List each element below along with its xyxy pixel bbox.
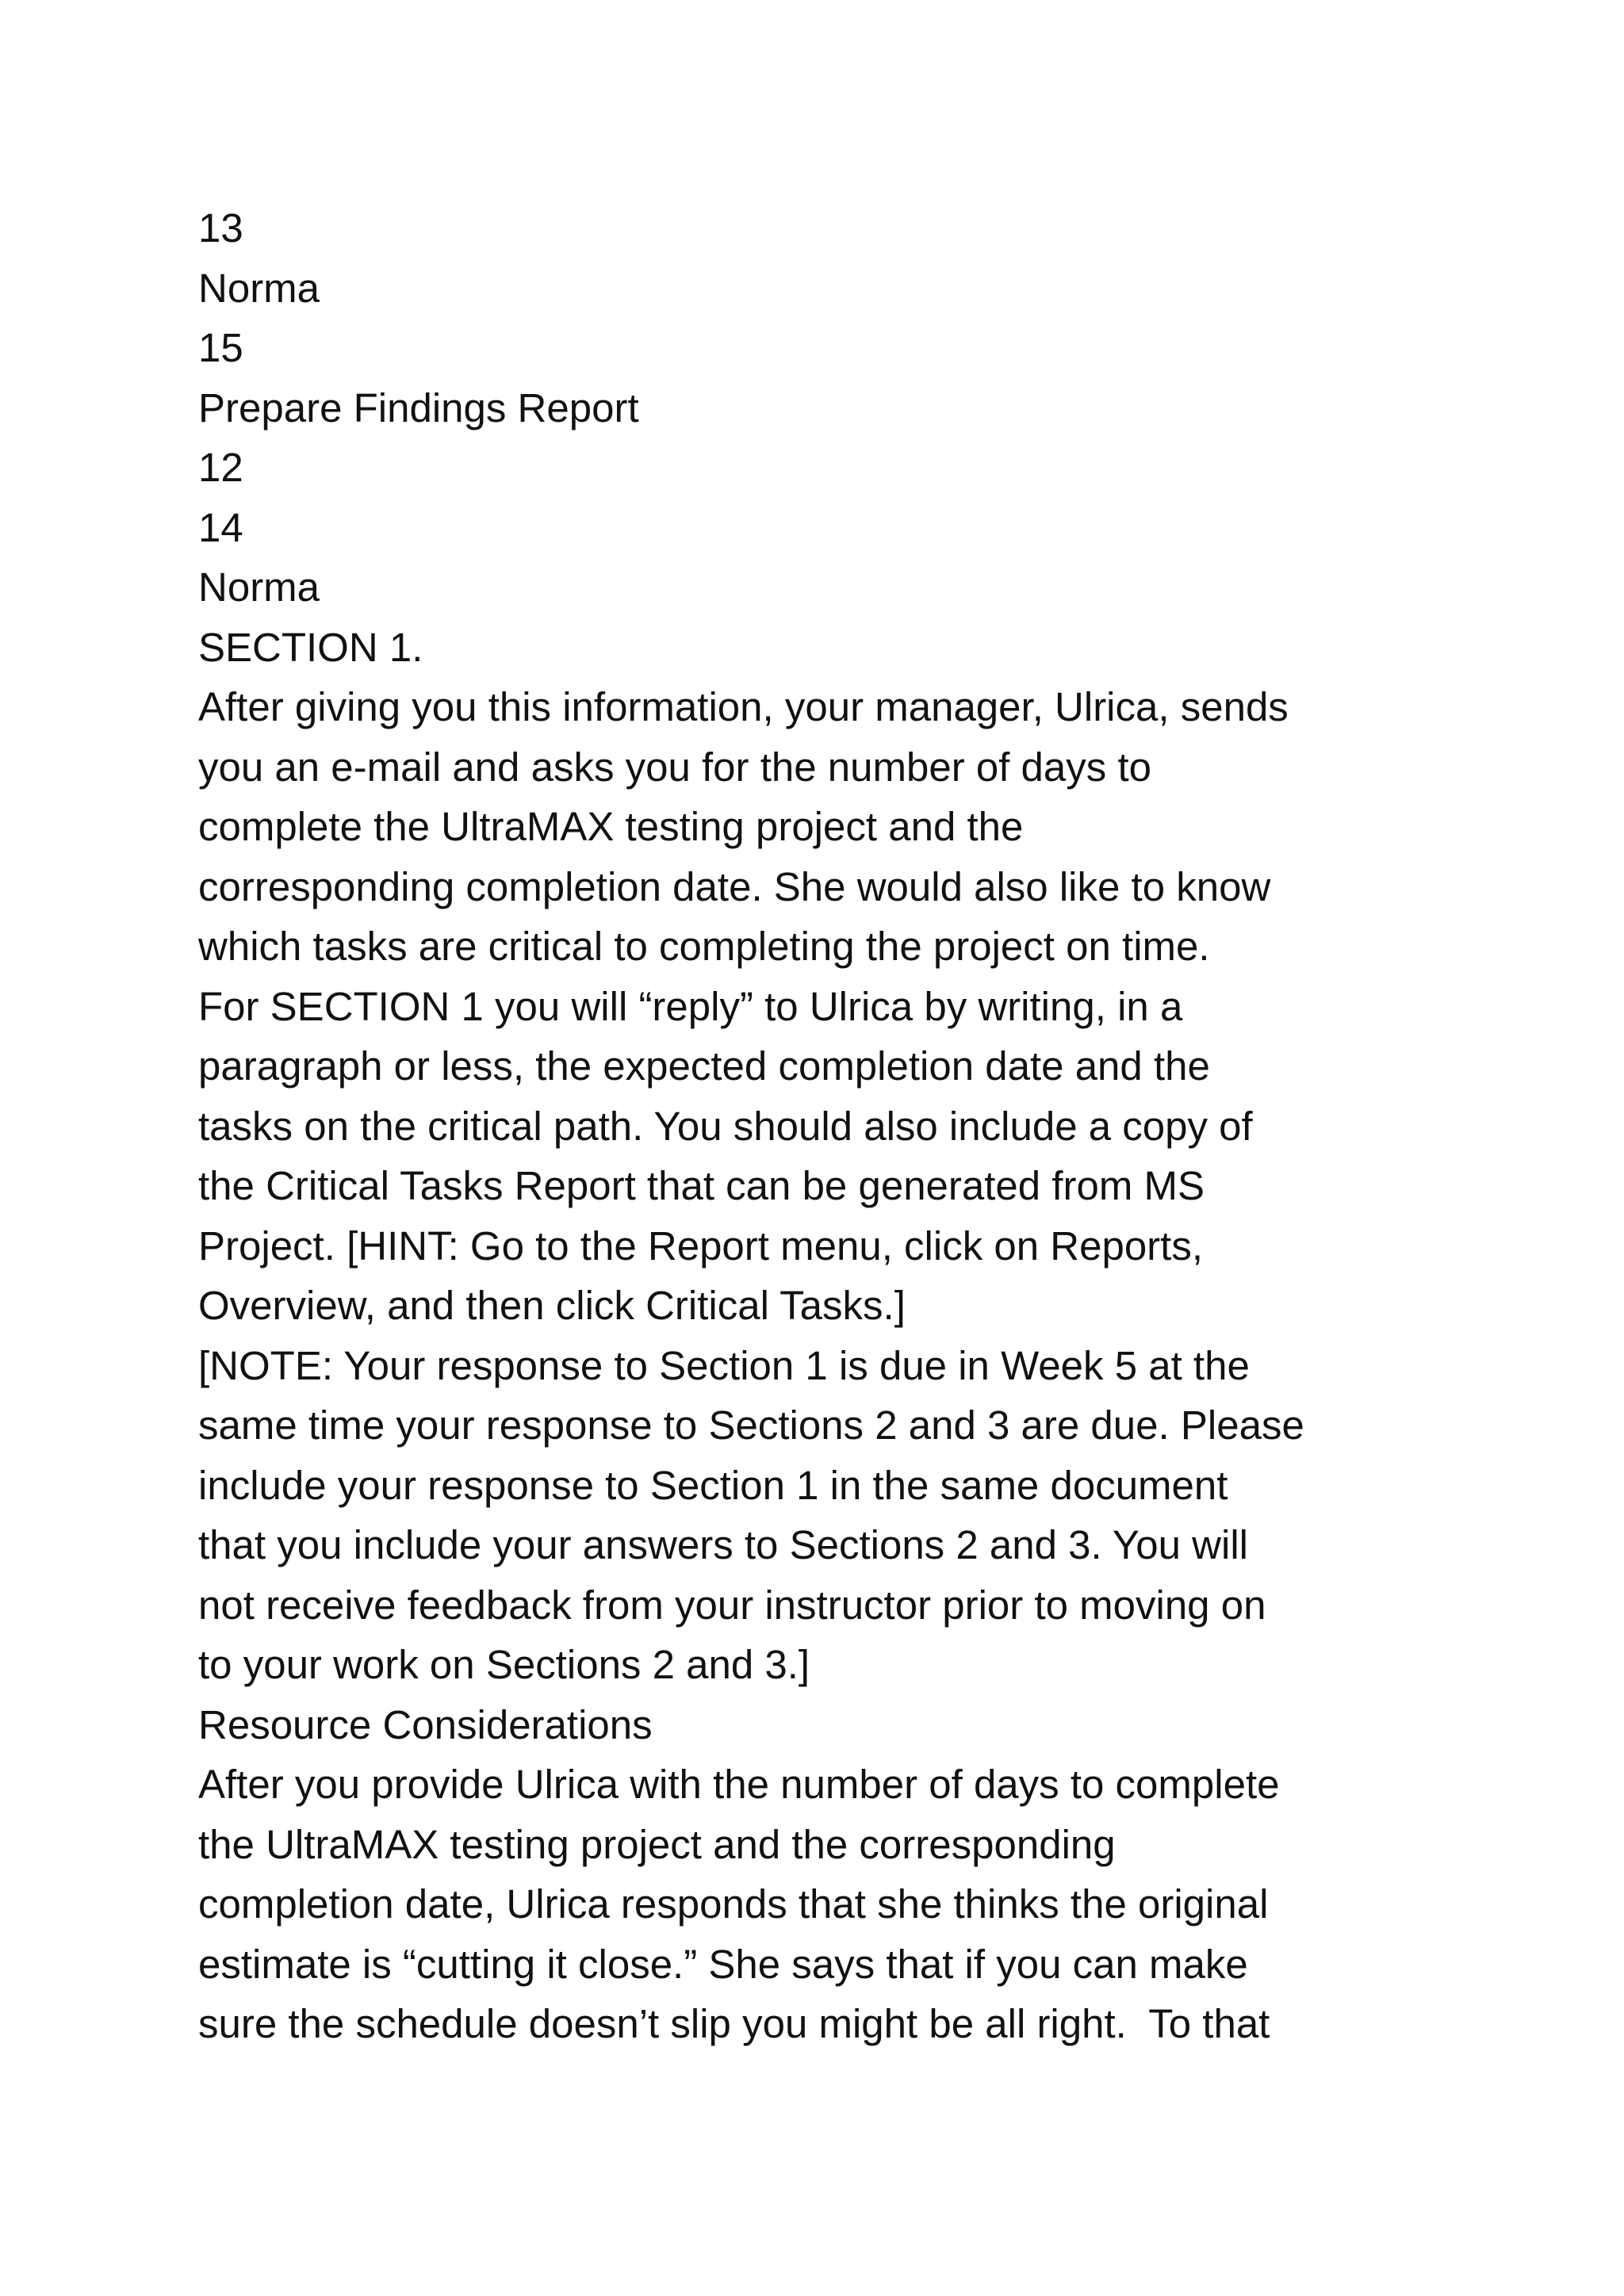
note-line: that you include your answers to Sections 2 and 3. You will bbox=[198, 1522, 1248, 1567]
note-line: include your response to Section 1 in the same document bbox=[198, 1462, 1228, 1508]
section-1-paragraph-line: you an e-mail and asks you for the number of days to bbox=[198, 744, 1151, 790]
resource-considerations-line: sure the schedule doesn’t slip you might be all right. To that bbox=[198, 2001, 1270, 2046]
resource-considerations-line: After you provide Ulrica with the number of days to complete bbox=[198, 1762, 1280, 1807]
resource-considerations-line: estimate is “cutting it close.” She says that if you can make bbox=[198, 1941, 1248, 1987]
resource-considerations-line: completion date, Ulrica responds that she thinks the original bbox=[198, 1881, 1269, 1927]
line-value-14: 14 bbox=[198, 504, 243, 550]
line-task-prepare-findings-report: Prepare Findings Report bbox=[198, 385, 639, 430]
note-line: not receive feedback from your instructor prior to moving on bbox=[198, 1582, 1266, 1628]
section-1-instructions-line: Overview, and then click Critical Tasks.] bbox=[198, 1283, 906, 1328]
line-resource-norma-2: Norma bbox=[198, 564, 320, 610]
section-1-instructions-line: Project. [HINT: Go to the Report menu, click on Reports, bbox=[198, 1223, 1204, 1269]
section-1-heading: SECTION 1. bbox=[198, 624, 423, 670]
line-task-id-15: 15 bbox=[198, 325, 243, 370]
section-1-instructions-line: the Critical Tasks Report that can be generated from MS bbox=[198, 1163, 1205, 1208]
line-resource-norma: Norma bbox=[198, 265, 320, 311]
section-1-paragraph-line: corresponding completion date. She would also like to know bbox=[198, 863, 1271, 909]
section-1-paragraph-line: which tasks are critical to completing the project on time. bbox=[198, 924, 1210, 969]
note-line: [NOTE: Your response to Section 1 is due in Week 5 at the bbox=[198, 1342, 1250, 1388]
line-value-12: 12 bbox=[198, 445, 243, 490]
resource-considerations-heading: Resource Considerations bbox=[198, 1701, 653, 1747]
note-line: to your work on Sections 2 and 3.] bbox=[198, 1642, 810, 1687]
section-1-paragraph-line: complete the UltraMAX testing project and the bbox=[198, 804, 1024, 849]
document-body bbox=[198, 198, 1467, 2054]
section-1-paragraph-line: After giving you this information, your manager, Ulrica, sends bbox=[198, 684, 1289, 729]
resource-considerations-line: the UltraMAX testing project and the corresponding bbox=[198, 1821, 1116, 1867]
section-1-instructions-line: paragraph or less, the expected completion date and the bbox=[198, 1043, 1210, 1089]
section-1-instructions-line: For SECTION 1 you will “reply” to Ulrica by writing, in a bbox=[198, 983, 1183, 1029]
note-line: same time your response to Sections 2 and 3 are due. Please bbox=[198, 1402, 1304, 1448]
section-1-instructions-line: tasks on the critical path. You should also include a copy of bbox=[198, 1103, 1253, 1149]
line-task-id-13: 13 bbox=[198, 205, 243, 251]
